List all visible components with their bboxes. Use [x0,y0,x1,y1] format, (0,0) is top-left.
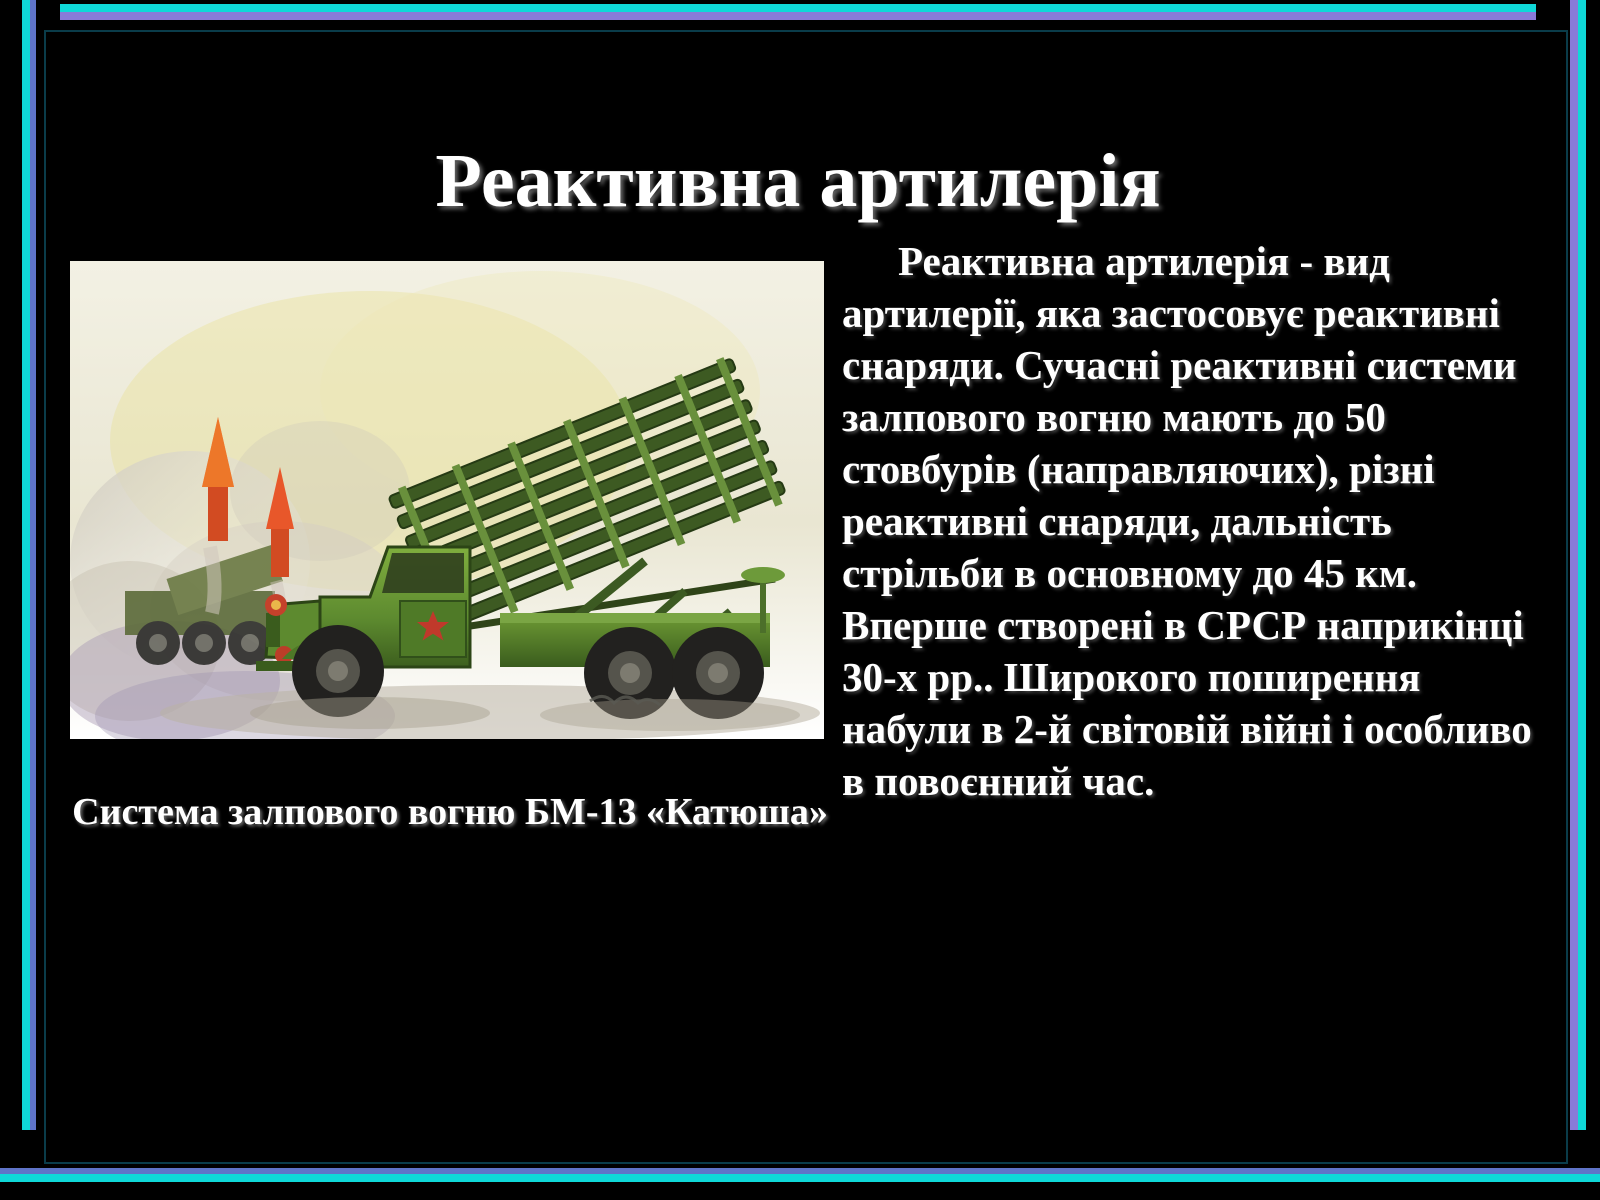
slide-title: Реактивна артилерія [435,138,1161,223]
image-caption: Система залпового вогню БМ-13 «Катюша» [72,791,828,833]
slide-body-text: Реактивна артилерія - вид артилерії, яка застосовує реактивні снаряди. Сучасні реактивні системи залпового вогню мають до 50 стовбурів (направляючих), різні реактивні снаряди, дальність стрільби в основному до 45 км. Вперше створені в СРСР наприкінці 30-х рр.. Широкого поширення набули в 2-й світовій війні і особливо в повоєнний час. [842,238,1532,804]
slide-border-top [0,0,1600,46]
slide-border-left [0,0,60,1200]
katyusha-illustration [70,261,824,739]
katyusha-illustration-graphic [70,261,824,739]
image-column [70,261,830,837]
slide-border-bottom [0,1130,1600,1200]
slide-content [60,46,1536,1130]
slide-border-right [1536,0,1600,1200]
